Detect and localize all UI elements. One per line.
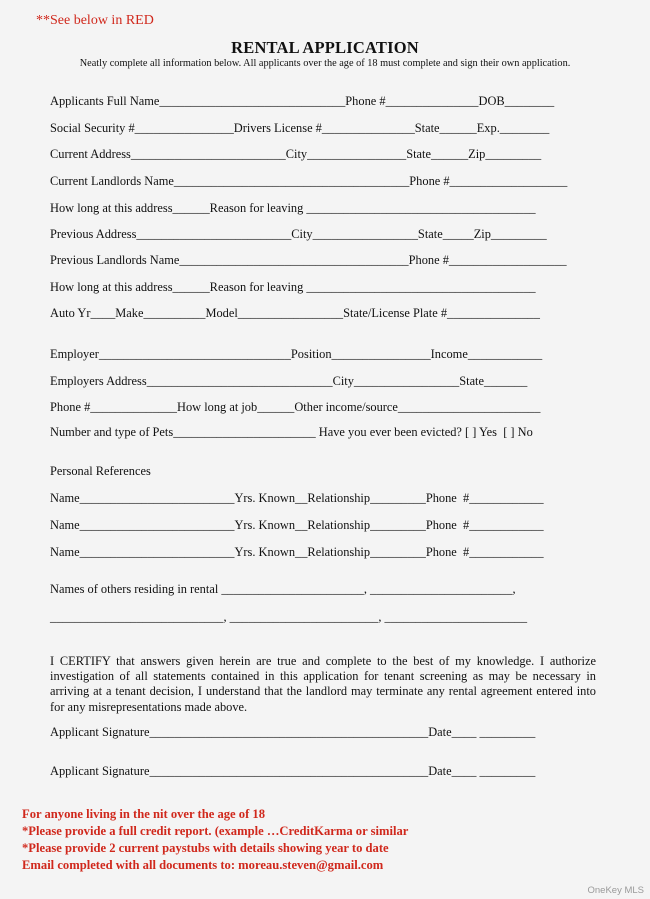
form-line-reference-2: Name_________________________Yrs. Known__Relationship_________Phone #____________: [50, 518, 544, 532]
form-line-reference-3: Name_________________________Yrs. Known__Relationship_________Phone #____________: [50, 545, 544, 559]
form-line-applicant-name: Applicants Full Name______________________________Phone #_______________DOB________: [50, 94, 555, 108]
form-line-employer: Employer_______________________________Position________________Income____________: [50, 347, 543, 361]
form-line-others-residing: Names of others residing in rental _______________________, _______________________,: [50, 582, 516, 596]
red-note-age: For anyone living in the nit over the age of 18: [22, 807, 266, 821]
form-line-employer-address: Employers Address______________________________City_________________State_______: [50, 374, 528, 388]
form-line-current-landlord: Current Landlords Name______________________________________Phone #___________________: [50, 174, 568, 188]
red-note-email: Email completed with all documents to: moreau.steven@gmail.com: [22, 858, 384, 872]
applicant-signature-line-1: Applicant Signature_____________________________________________Date____ _________: [50, 725, 536, 739]
form-line-auto: Auto Yr____Make__________Model_________________State/License Plate #_______________: [50, 306, 540, 320]
red-note-credit-report: *Please provide a full credit report. (example …CreditKarma or similar: [22, 824, 409, 838]
instructions-subtitle: Neatly complete all information below. All applicants over the age of 18 must complete and sign their own application.: [79, 58, 571, 69]
form-line-pets-evicted: Number and type of Pets_______________________ Have you ever been evicted? [ ] Yes [ ] No: [50, 425, 533, 439]
form-line-how-long-previous: How long at this address______Reason for leaving _____________________________________: [50, 280, 536, 294]
form-line-ssn-license: Social Security #________________Drivers License #_______________State______Exp.________: [50, 121, 550, 135]
red-note-paystubs: *Please provide 2 current paystubs with details showing year to date: [22, 841, 389, 855]
form-line-previous-address: Previous Address_________________________City_________________State_____Zip_________: [50, 227, 547, 241]
applicant-signature-line-2: Applicant Signature_____________________________________________Date____ _________: [50, 764, 536, 778]
form-line-previous-landlord: Previous Landlords Name_____________________________________Phone #___________________: [50, 253, 567, 267]
page-title: RENTAL APPLICATION: [231, 38, 419, 57]
form-line-others-residing-cont: ____________________________, ________________________, _______________________: [50, 610, 528, 624]
personal-references-heading: Personal References: [50, 464, 151, 478]
certification-paragraph: I CERTIFY that answers given herein are true and complete to the best of my knowledge. I authorize investigation of all statements contained in this application for tenant screening as may be necessary in arriving at a tenant decision, I understand that the landlord may terminate any rental agreement entered into for any misrepresentations made above.: [50, 654, 596, 714]
form-line-reference-1: Name_________________________Yrs. Known__Relationship_________Phone #____________: [50, 491, 544, 505]
form-line-how-long-current: How long at this address______Reason for leaving _____________________________________: [50, 201, 536, 215]
see-below-note: **See below in RED: [36, 13, 154, 28]
onekey-mls-watermark: OneKey MLS: [587, 885, 644, 896]
form-line-phone-income: Phone #______________How long at job______Other income/source_______________________: [50, 400, 541, 414]
form-line-current-address: Current Address_________________________City________________State______Zip_________: [50, 147, 542, 161]
red-requirements-notes: [22, 806, 408, 874]
